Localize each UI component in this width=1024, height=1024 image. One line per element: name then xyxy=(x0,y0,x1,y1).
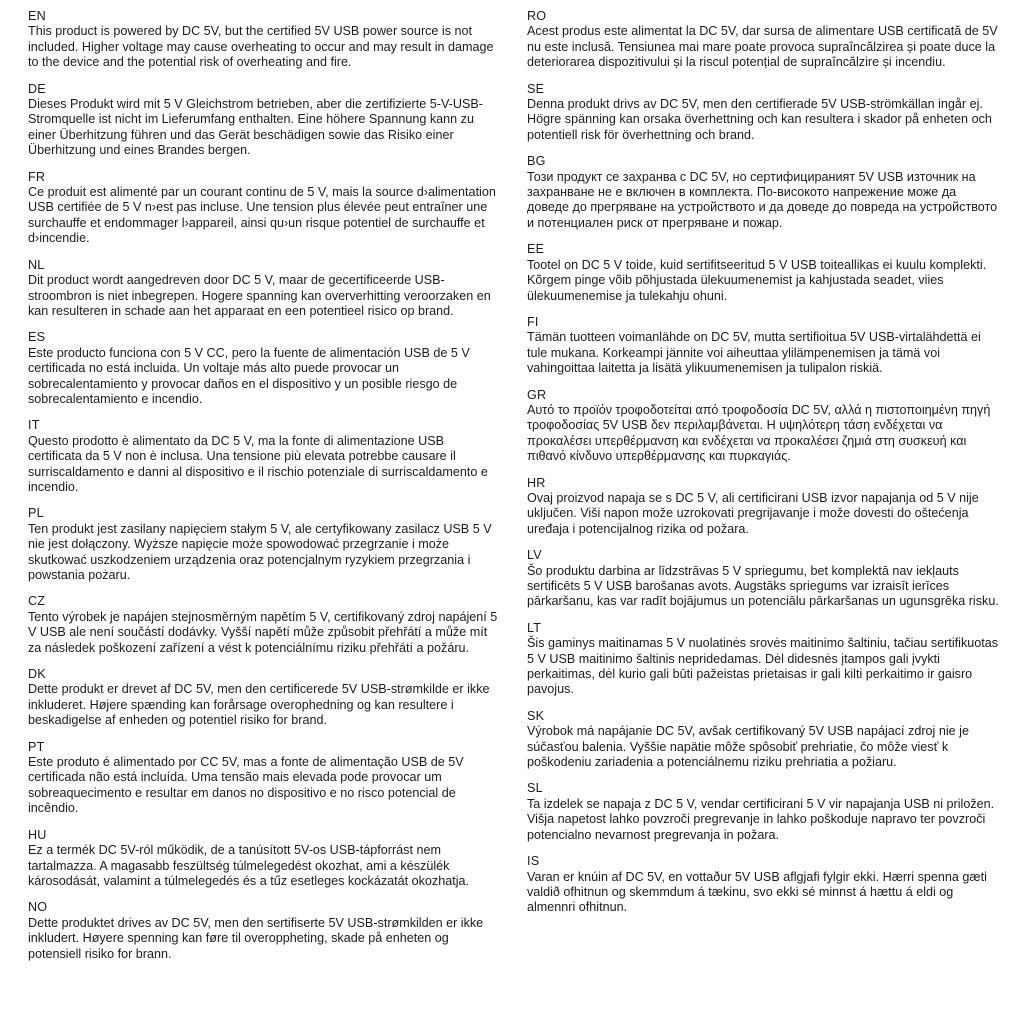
language-text: Varan er knúin af DC 5V, en vottaður 5V USB aflgjafi fylgir ekki. Hærri spenna gæti valdið ofhitnun og skemmdum á tækinu, svo ekki sé minnst á hættu á eldi og almennri ofhitnun. xyxy=(527,869,987,915)
language-text: Tento výrobek je napájen stejnosměrným napětím 5 V, certifikovaný zdroj napájení 5 V USB ale není součástí dodávky. Vyšší napětí může způsobit přehřátí a může mít za následek poškození zařízení a vést k potenciálnímu riziku přehřátí a požáru. xyxy=(28,609,498,655)
language-text: Výrobok má napájanie DC 5V, avšak certifikovaný 5V USB napájací zdroj nie je súčasťou balenia. Vyššie napätie môže spôsobiť prehriatie, čo môže viesť k poškodeniu zariadenia a potenciálnemu riziku prehriatia a požiaru. xyxy=(527,724,969,770)
language-text: Denna produkt drivs av DC 5V, men den certifierade 5V USB-strömkällan ingår ej. Högre spänning kan orsaka överhettning och kan resultera i skador på enheten och potentiell risk för överhettning och brand. xyxy=(527,97,992,142)
language-code: DE xyxy=(28,81,46,96)
language-text: Este produto é alimentado por CC 5V, mas a fonte de alimentação USB de 5V certificada não está incluída. Uma tensão mais elevada pode provocar um sobreaquecimento e resultar em danos no dispositivo e no risco potencial de incêndio. xyxy=(28,755,464,816)
language-code: CZ xyxy=(28,594,46,609)
language-section-lv xyxy=(527,548,1000,610)
language-code: FR xyxy=(28,169,46,184)
language-section-it xyxy=(28,418,501,495)
language-section-sl xyxy=(527,781,1000,843)
language-code: EE xyxy=(527,242,545,257)
language-section-bg xyxy=(527,154,1000,231)
language-code: SL xyxy=(527,781,543,796)
language-code: DK xyxy=(28,667,46,682)
language-text: Tootel on DC 5 V toide, kuid sertifitseeritud 5 V USB toiteallikas ei kuulu komplekti. Kõrgem pinge võib põhjustada ülekuumenemist ja kahjustada seadet, viies ülekuumenemise ja tulekahju ohuni. xyxy=(527,257,987,303)
language-text: Tämän tuotteen voimanlähde on DC 5V, mutta sertifioitua 5V USB-virtalähdettä ei tule mukana. Korkeampi jännite voi aiheuttaa ylilämpenemisen ja tämä voi vahingoittaa laitetta ja lisätä ylikuumenemisen ja tulipalon riskiä. xyxy=(527,330,981,376)
right-column xyxy=(527,9,1000,1024)
language-section-lt xyxy=(527,621,1000,698)
language-section-no xyxy=(28,900,501,962)
language-section-es xyxy=(28,330,501,407)
language-section-cz xyxy=(28,594,501,656)
language-text: Dit product wordt aangedreven door DC 5 V, maar de gecertificeerde USB-stroombron is niet inbegrepen. Hogere spanning kan oververhitting veroorzaken en kan resulteren in schade aan het apparaat en een potentieel risico op brand. xyxy=(28,273,491,318)
language-section-nl xyxy=(28,258,501,320)
language-text: Αυτό το προϊόν τροφοδοτείται από τροφοδοσία DC 5V, αλλά η πιστοποιημένη πηγή τροφοδοσίας 5V USB δεν περιλαμβάνεται. Η υψηλότερη τάση ενδέχεται να προκαλέσει υπερθέρμανση και ενδέχεται να προκαλέσει ζημιά στη συσκευή και πιθανό κίνδυνο υπερθέρμανσης και πυρκαγιάς. xyxy=(527,402,991,464)
language-text: Ta izdelek se napaja z DC 5 V, vendar certificirani 5 V vir napajanja USB ni priložen. Višja napetost lahko povzroči pregrevanje in lahko poškoduje napravo ter povzroči potencialno nevarnost pregrevanja in požara. xyxy=(527,796,995,842)
language-text: Acest produs este alimentat la DC 5V, dar sursa de alimentare USB certificată de 5V nu este inclusă. Tensiunea mai mare poate provoca supraîncălzirea și poate duce la deteriorarea dispozitivului și la riscul potențial de supraîncălzire și incendiu. xyxy=(527,24,998,70)
language-text: Questo prodotto è alimentato da DC 5 V, ma la fonte di alimentazione USB certificata da 5 V non è inclusa. Una tensione più elevata potrebbe causare il surriscaldamento e danni al dispositivo e il rischio potenziale di surriscaldamento e incendio. xyxy=(28,433,488,494)
language-code: PT xyxy=(28,739,45,754)
language-code: IS xyxy=(527,854,540,869)
language-text: This product is powered by DC 5V, but the certified 5V USB power source is not included. Higher voltage may cause overheating to occur and may result in damage to the device and the potential risk of overheating and fire. xyxy=(28,24,494,70)
language-section-ro xyxy=(527,9,1000,71)
language-text: Este producto funciona con 5 V CC, pero la fuente de alimentación USB de 5 V certificada no está incluida. Un voltaje más alto puede provocar un sobrecalentamiento y provocar daños en el dispositivo y un posible riesgo de sobrecalentamiento e incendio. xyxy=(28,345,470,406)
language-code: HR xyxy=(527,475,546,490)
language-code: IT xyxy=(28,418,40,433)
language-section-de xyxy=(28,82,501,159)
language-code: SK xyxy=(527,708,545,723)
language-text: Ce produit est alimenté par un courant continu de 5 V, mais la source d›alimentation USB certifiée de 5 V n›est pas incluse. Une tension plus élevée peut entraîner une surchauffe et endommager l›appareil, ainsi qu›un risque potentiel de surchauffe et d›incendie. xyxy=(28,185,496,246)
language-code: BG xyxy=(527,154,546,169)
language-code: GR xyxy=(527,387,547,402)
language-code: SE xyxy=(527,81,545,96)
language-text: Dette produkt er drevet af DC 5V, men den certificerede 5V USB-strømkilde er ikke inkluderet. Højere spænding kan forårsage overophedning og kan resultere i beskadigelse af enheden og potentiel risiko for brand. xyxy=(28,682,490,728)
language-code: HU xyxy=(28,827,47,842)
language-text: Dette produktet drives av DC 5V, men den sertifiserte 5V USB-strømkilden er ikke inkludert. Høyere spenning kan føre til overoppheting, skade på enheten og potensiell risiko for brann. xyxy=(28,915,484,961)
language-code: LV xyxy=(527,548,542,563)
language-text: Šis gaminys maitinamas 5 V nuolatinės srovės maitinimo šaltiniu, tačiau sertifikuotas 5 V USB maitinimo šaltinis nepridedamas. Dėl didesnės įtampos gali įvykti perkaitimas, dėl kurio gali būti pažeistas prietaisas ir gali kilti perkaitimo ir gaisro pavojus. xyxy=(527,636,999,697)
language-section-en xyxy=(28,9,501,71)
language-code: RO xyxy=(527,9,547,23)
language-section-se xyxy=(527,82,1000,144)
language-section-dk xyxy=(28,667,501,729)
language-section-pt xyxy=(28,740,501,817)
language-section-hu xyxy=(28,828,501,890)
language-text: Šo produktu darbina ar līdzstrāvas 5 V spriegumu, bet komplektā nav iekļauts sertificēts 5 V USB barošanas avots. Augstāks spriegums var izraisīt ierīces pārkaršanu, kas var radīt bojājumus un potenciālu pārkaršanas un ugunsgrēka risku. xyxy=(527,563,999,609)
language-code: NL xyxy=(28,257,45,272)
language-text: Ten produkt jest zasilany napięciem stałym 5 V, ale certyfikowany zasilacz USB 5 V nie jest dołączony. Wyższe napięcie może spowodować przegrzanie i może skutkować uszkodzeniem urządzenia oraz potencjalnym ryzykiem przegrzania i powstania pożaru. xyxy=(28,521,492,582)
language-code: EN xyxy=(28,9,46,23)
language-code: ES xyxy=(28,330,46,345)
language-code: PL xyxy=(28,506,44,521)
language-section-is xyxy=(527,854,1000,916)
language-section-pl xyxy=(28,506,501,583)
language-code: NO xyxy=(28,900,48,915)
language-text: Ez a termék DC 5V-ról működik, de a tanúsított 5V-os USB-tápforrást nem tartalmazza. A magasabb feszültség túlmelegedést okozhat, ami a készülék károsodását, valamint a túlmelegedés és a tűz esetleges kockázatát okozhatja. xyxy=(28,843,470,888)
language-section-hr xyxy=(527,476,1000,538)
language-text: Dieses Produkt wird mit 5 V Gleichstrom betrieben, aber die zertifizierte 5-V-USB-Stromquelle ist nicht im Lieferumfang enthalten. Eine höhere Spannung kann zu einer Überhitzung führen und das Gerät beschädigen sowie das Risiko einer Überhitzung und eines Brandes bergen. xyxy=(28,97,483,158)
language-text: Ovaj proizvod napaja se s DC 5 V, ali certificirani USB izvor napajanja od 5 V nije uključen. Viši napon može uzrokovati pregrijavanje i može dovesti do oštećenja uređaja i potencijalnog rizika od požara. xyxy=(527,490,979,536)
language-section-gr xyxy=(527,388,1000,465)
language-section-ee xyxy=(527,242,1000,304)
language-section-fi xyxy=(527,315,1000,377)
left-column xyxy=(28,9,501,1024)
language-section-fr xyxy=(28,170,501,247)
language-text: Този продукт се захранва с DC 5V, но сертифицираният 5V USB източник на захранване не е включен в комплекта. По-високото напрежение може да доведе до прегряване на устройството и да доведе до повреда на устройството и потенциален риск от прегряване и пожар. xyxy=(527,169,998,230)
language-section-sk xyxy=(527,709,1000,771)
language-code: LT xyxy=(527,620,542,635)
language-code: FI xyxy=(527,314,539,329)
